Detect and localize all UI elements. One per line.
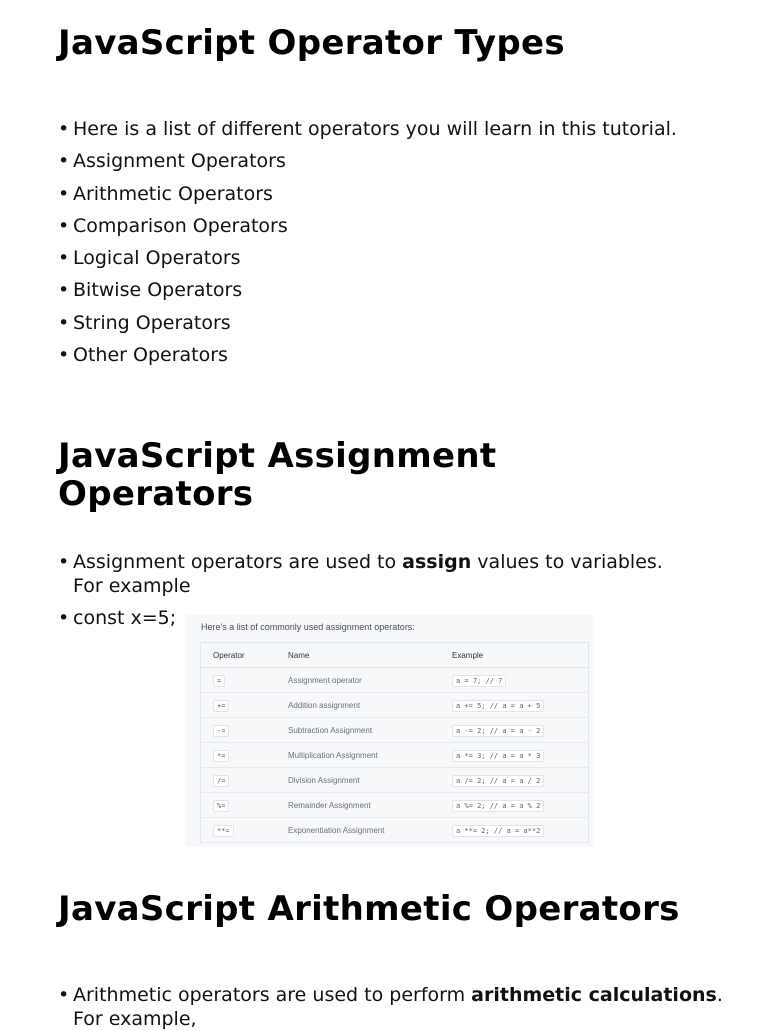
bold-term: arithmetic calculations [471, 984, 717, 1006]
list-item: • Assignment operators are used to assign values to variables. For example [58, 551, 663, 597]
name-cell: Multiplication Assignment [276, 743, 440, 768]
operator-cell: += [213, 700, 229, 712]
name-cell: Remainder Assignment [276, 793, 440, 818]
section-heading-assignment-operators: JavaScript Assignment Operators [58, 436, 497, 514]
bullet-icon: • [58, 279, 70, 302]
bullet-icon: • [58, 984, 70, 1006]
table-row [201, 743, 589, 768]
column-header: Name [276, 643, 440, 668]
table-header-row [201, 643, 589, 668]
example-cell: a **= 2; // a = a**2 [452, 825, 544, 837]
list-item: • String Operators [58, 311, 231, 334]
example-cell: a *= 3; // a = a * 3 [452, 750, 544, 762]
bullet-icon: • [58, 551, 70, 573]
operator-types-list [58, 117, 677, 375]
list-item: • Other Operators [58, 344, 228, 367]
bullet-icon: • [58, 118, 70, 140]
table-row [201, 718, 589, 743]
assignment-operators-table-image [185, 615, 593, 847]
operator-cell: %= [213, 800, 229, 812]
operator-cell: -= [213, 725, 229, 737]
example-cell: a += 5; // a = a + 5 [452, 700, 544, 712]
table-row [201, 668, 589, 693]
figure-caption: Here's a list of commonly used assignment operators: [201, 622, 415, 632]
list-item: • Logical Operators [58, 247, 241, 270]
code-example: const x=5; [73, 607, 177, 629]
list-item: • Arithmetic Operators [58, 182, 273, 205]
operator-cell: *= [213, 750, 229, 762]
example-cell: a -= 2; // a = a - 2 [452, 725, 544, 737]
bullet-icon: • [58, 150, 70, 173]
bullet-icon: • [58, 247, 70, 270]
name-cell: Exponentiation Assignment [276, 818, 440, 843]
name-cell: Division Assignment [276, 768, 440, 793]
column-header: Example [440, 643, 589, 668]
list-item: • Assignment Operators [58, 150, 286, 173]
bold-term: assign [402, 551, 472, 573]
operator-cell: = [213, 675, 225, 687]
assignment-operators-table [200, 642, 589, 843]
bullet-icon: • [58, 344, 70, 367]
table-row [201, 818, 589, 843]
name-cell: Addition assignment [276, 693, 440, 718]
list-item: • Bitwise Operators [58, 279, 243, 302]
list-item: • Comparison Operators [58, 214, 288, 237]
example-cell: a = 7; // 7 [452, 675, 506, 687]
bullet-icon: • [58, 214, 70, 237]
table-row [201, 793, 589, 818]
bullet-icon: • [58, 607, 70, 629]
list-item: • Arithmetic operators are used to perform arithmetic calculations. For example, [58, 984, 723, 1030]
bullet-icon: • [58, 311, 70, 334]
operator-cell: /= [213, 775, 229, 787]
list-item: • Here is a list of different operators you will learn in this tutorial. [58, 118, 677, 140]
table-row [201, 768, 589, 793]
name-cell: Assignment operator [276, 668, 440, 693]
section-heading-arithmetic-operators: JavaScript Arithmetic Operators [58, 889, 680, 929]
column-header: Operator [201, 643, 277, 668]
table-row [201, 693, 589, 718]
name-cell: Subtraction Assignment [276, 718, 440, 743]
example-cell: a %= 2; // a = a % 2 [452, 800, 544, 812]
bullet-icon: • [58, 182, 70, 205]
example-cell: a /= 2; // a = a / 2 [452, 775, 544, 787]
section-heading-operator-types: JavaScript Operator Types [58, 23, 565, 63]
operator-cell: **= [213, 825, 234, 837]
